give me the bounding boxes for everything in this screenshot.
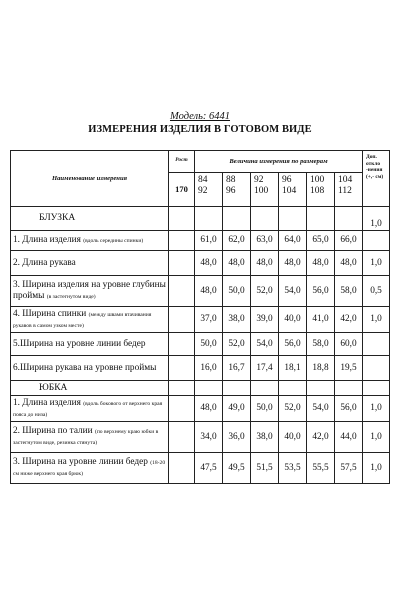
- tolerance-cell: 1,0: [363, 307, 390, 333]
- empty-cell: [279, 207, 307, 231]
- measurement-note: (18-20 см ниже верхнего края брюк): [13, 460, 166, 477]
- value-cell: 41,0: [307, 307, 335, 333]
- measurement-title: 1. Длина изделия: [13, 397, 81, 408]
- measurement-note: (вдоль середины спинки): [83, 238, 144, 244]
- value-cell: 38,0: [251, 422, 279, 453]
- value-cell: 48,0: [223, 251, 251, 276]
- value-cell: 18,8: [307, 356, 335, 381]
- tolerance-cell: [363, 231, 390, 251]
- rost-cell: [169, 453, 195, 484]
- measurement-name: [11, 251, 169, 276]
- value-cell: 48,0: [307, 251, 335, 276]
- empty-cell: [195, 381, 223, 396]
- value-cell: 50,0: [251, 396, 279, 422]
- document-title: ИЗМЕРЕНИЯ ИЗДЕЛИЯ В ГОТОВОМ ВИДЕ: [88, 124, 312, 135]
- value-cell: 64,0: [279, 231, 307, 251]
- measurement-name: [11, 276, 169, 307]
- value-cell: 54,0: [251, 333, 279, 356]
- size-top: 88: [226, 175, 236, 185]
- value-cell: 38,0: [223, 307, 251, 333]
- value-cell: 49,0: [223, 396, 251, 422]
- value-cell: 34,0: [195, 422, 223, 453]
- rost-cell: [169, 251, 195, 276]
- value-cell: 60,0: [335, 333, 363, 356]
- value-cell: 52,0: [279, 396, 307, 422]
- value-cell: 48,0: [195, 396, 223, 422]
- empty-cell: [195, 207, 223, 231]
- measurement-note: (между швами втачивания рукавов в самом узком месте): [13, 311, 152, 329]
- rost-cell: [169, 231, 195, 251]
- section-row: [11, 207, 390, 231]
- value-cell: 54,0: [279, 276, 307, 307]
- section-row: [11, 381, 390, 396]
- section-tolerance: [363, 381, 390, 396]
- value-cell: 51,5: [251, 453, 279, 484]
- empty-cell: [251, 381, 279, 396]
- measurement-name: [11, 307, 169, 333]
- size-header-cell: [307, 173, 335, 207]
- measurement-note: (вдоль бокового от верхнего края пояса до низа): [13, 400, 163, 418]
- table-row: [11, 422, 390, 453]
- value-cell: 53,5: [279, 453, 307, 484]
- rost-value: 170: [169, 173, 195, 207]
- value-cell: 16,0: [195, 356, 223, 381]
- tolerance-cell: [363, 356, 390, 381]
- value-cell: 44,0: [335, 422, 363, 453]
- header-tolerance: Доп. откло -нения (+,- см): [363, 151, 390, 207]
- value-cell: 42,0: [335, 307, 363, 333]
- measurement-title: 3. Ширина изделия на уровне глубины проймы: [13, 280, 166, 301]
- value-cell: 48,0: [195, 251, 223, 276]
- section-label: ЮБКА: [11, 381, 169, 396]
- measurement-title: 6.Ширина рукава на уровне проймы: [13, 362, 157, 373]
- tolerance-cell: 1,0: [363, 422, 390, 453]
- measurement-name: [11, 396, 169, 422]
- size-top: 96: [282, 175, 292, 185]
- rost-cell: [169, 333, 195, 356]
- measurement-note: (по верхнему краю юбки в застегнутом виде, резинка стянута): [13, 429, 159, 446]
- measurement-title: 5.Ширина на уровне линии бедер: [13, 338, 146, 349]
- size-bottom: 112: [338, 186, 352, 196]
- value-cell: 47,5: [195, 453, 223, 484]
- measurement-title: 2. Ширина по талии: [13, 426, 93, 436]
- section-label: БЛУЗКА: [11, 207, 169, 231]
- value-cell: 55,5: [307, 453, 335, 484]
- table-row: [11, 333, 390, 356]
- empty-cell: [169, 207, 195, 231]
- value-cell: 48,0: [251, 251, 279, 276]
- size-bottom: 96: [226, 186, 236, 196]
- value-cell: 50,0: [223, 276, 251, 307]
- tolerance-cell: [363, 333, 390, 356]
- value-cell: 61,0: [195, 231, 223, 251]
- measurement-title: 1. Длина изделия: [13, 235, 81, 245]
- size-bottom: 92: [198, 186, 208, 196]
- size-header-cell: [223, 173, 251, 207]
- value-cell: 48,0: [279, 251, 307, 276]
- value-cell: 58,0: [307, 333, 335, 356]
- size-header-cell: [251, 173, 279, 207]
- empty-cell: [223, 381, 251, 396]
- table-row: [11, 356, 390, 381]
- measurement-name: [11, 356, 169, 381]
- empty-cell: [307, 381, 335, 396]
- value-cell: 66,0: [335, 231, 363, 251]
- size-bottom: 100: [254, 186, 269, 196]
- rost-cell: [169, 307, 195, 333]
- tolerance-cell: 1,0: [363, 396, 390, 422]
- value-cell: 39,0: [251, 307, 279, 333]
- table-row: [11, 231, 390, 251]
- tolerance-cell: 1,0: [363, 453, 390, 484]
- size-header-cell: [279, 173, 307, 207]
- empty-cell: [307, 207, 335, 231]
- header-sizes: Величина измерения по размерам: [195, 151, 363, 173]
- size-bottom: 104: [282, 186, 297, 196]
- measurement-name: [11, 231, 169, 251]
- size-top: 100: [310, 175, 325, 185]
- value-cell: 37,0: [195, 307, 223, 333]
- tolerance-cell: 0,5: [363, 276, 390, 307]
- value-cell: 40,0: [279, 422, 307, 453]
- size-top: 104: [338, 175, 353, 185]
- empty-cell: [169, 381, 195, 396]
- value-cell: 48,0: [335, 251, 363, 276]
- value-cell: 52,0: [223, 333, 251, 356]
- value-cell: 58,0: [335, 276, 363, 307]
- measurement-title: 2. Длина рукава: [13, 257, 76, 268]
- tolerance-cell: 1,0: [363, 251, 390, 276]
- empty-cell: [223, 207, 251, 231]
- value-cell: 16,7: [223, 356, 251, 381]
- rost-cell: [169, 356, 195, 381]
- empty-cell: [279, 381, 307, 396]
- measurements-table: [10, 150, 390, 484]
- value-cell: 49,5: [223, 453, 251, 484]
- value-cell: 18,1: [279, 356, 307, 381]
- measurement-name: [11, 333, 169, 356]
- value-cell: 36,0: [223, 422, 251, 453]
- value-cell: 54,0: [307, 396, 335, 422]
- measurement-name: [11, 422, 169, 453]
- measurement-title: 3. Ширина на уровне линии бедер: [13, 457, 148, 467]
- size-bottom: 108: [310, 186, 325, 196]
- size-header-cell: [335, 173, 363, 207]
- value-cell: 42,0: [307, 422, 335, 453]
- size-top: 84: [198, 175, 208, 185]
- value-cell: 65,0: [307, 231, 335, 251]
- section-tolerance: 1,0: [363, 207, 390, 231]
- value-cell: 19,5: [335, 356, 363, 381]
- table-row: [11, 307, 390, 333]
- header-name: Наименование измерения: [11, 151, 169, 207]
- table-row: [11, 276, 390, 307]
- table-row: [11, 251, 390, 276]
- rost-cell: [169, 422, 195, 453]
- value-cell: 56,0: [335, 396, 363, 422]
- value-cell: 56,0: [307, 276, 335, 307]
- value-cell: 17,4: [251, 356, 279, 381]
- measurement-note: (в застегнутом виде): [46, 294, 96, 300]
- value-cell: 56,0: [279, 333, 307, 356]
- header-rost: Рост: [169, 151, 195, 173]
- value-cell: 57,5: [335, 453, 363, 484]
- empty-cell: [335, 207, 363, 231]
- value-cell: 63,0: [251, 231, 279, 251]
- model-label: Модель: 6441: [169, 111, 231, 122]
- value-cell: 40,0: [279, 307, 307, 333]
- size-top: 92: [254, 175, 264, 185]
- rost-cell: [169, 276, 195, 307]
- table-row: [11, 453, 390, 484]
- table-row: [11, 396, 390, 422]
- measurement-name: [11, 453, 169, 484]
- size-header-cell: [195, 173, 223, 207]
- rost-cell: [169, 396, 195, 422]
- value-cell: 50,0: [195, 333, 223, 356]
- value-cell: 48,0: [195, 276, 223, 307]
- empty-cell: [335, 381, 363, 396]
- value-cell: 62,0: [223, 231, 251, 251]
- measurement-title: 4. Ширина спинки: [13, 308, 87, 319]
- empty-cell: [251, 207, 279, 231]
- value-cell: 52,0: [251, 276, 279, 307]
